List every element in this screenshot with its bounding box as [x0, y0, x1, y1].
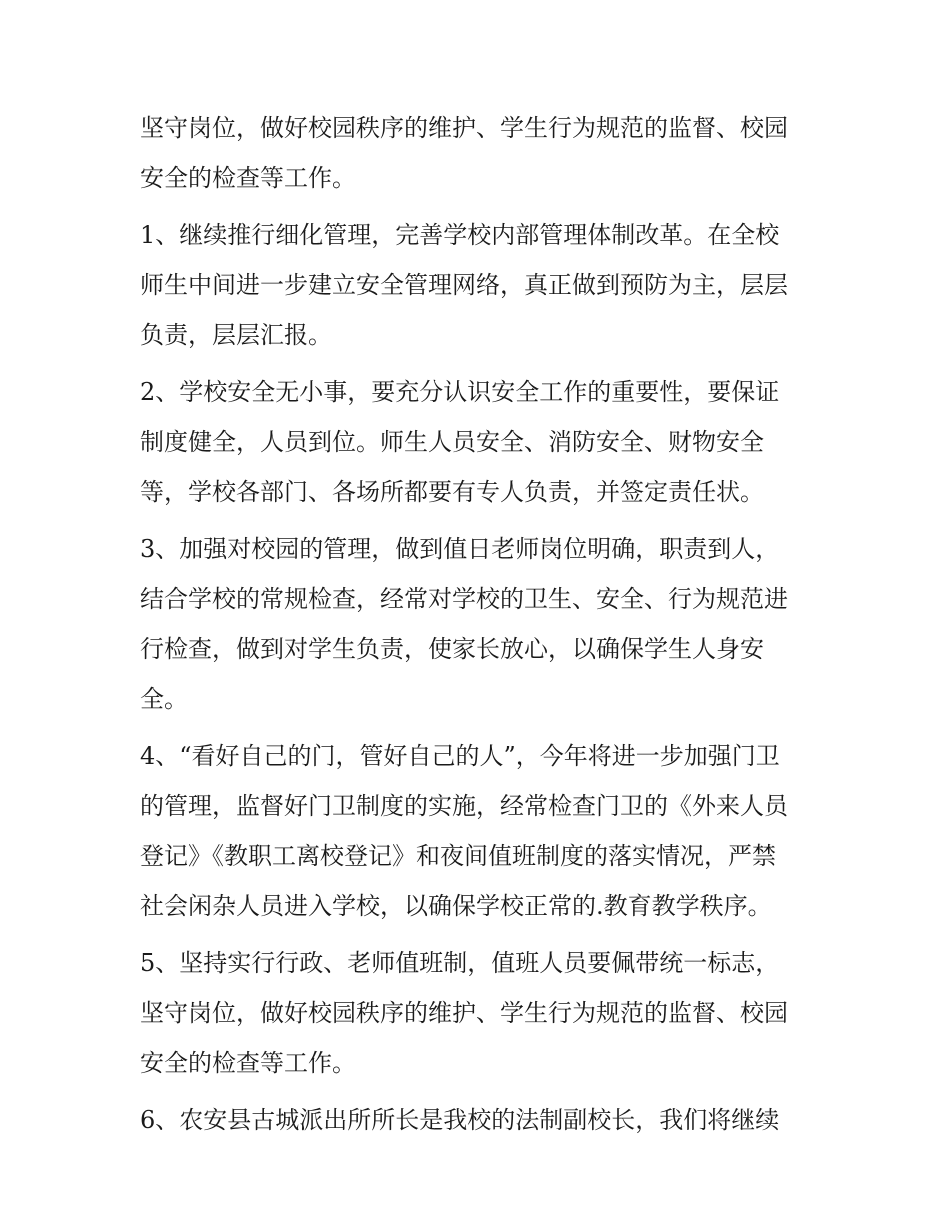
text-line: 师生中间进一步建立安全管理网络，真正做到预防为主，层层: [140, 271, 788, 299]
text-line: 5、坚持实行行政、老师值班制，值班人员要佩带统一标志，: [140, 949, 780, 977]
text-line: 的管理，监督好门卫制度的实施，经常检查门卫的《外来人员: [140, 792, 788, 820]
paragraph-item-2: [140, 367, 820, 517]
text-line: 安全的检查等工作。: [140, 164, 356, 192]
paragraph-continuation: [140, 103, 820, 203]
text-line: 行检查，做到对学生负责，使家长放心，以确保学生人身安: [140, 635, 764, 663]
text-line: 负责，层层汇报。: [140, 321, 332, 349]
text-line: 社会闲杂人员进入学校，以确保学校正常的.教育教学秩序。: [140, 892, 772, 920]
text-line: 登记》《教职工离校登记》和夜间值班制度的落实情况，严禁: [140, 842, 776, 870]
paragraph-item-4: [140, 731, 820, 931]
text-line: 全。: [140, 685, 188, 713]
text-line: 结合学校的常规检查，经常对学校的卫生、安全、行为规范进: [140, 585, 788, 613]
text-line: 坚守岗位，做好校园秩序的维护、学生行为规范的监督、校园: [140, 114, 788, 142]
text-line: 坚守岗位，做好校园秩序的维护、学生行为规范的监督、校园: [140, 999, 788, 1027]
text-line: 3、加强对校园的管理，做到值日老师岗位明确，职责到人，: [140, 535, 780, 563]
text-line: 等，学校各部门、各场所都要有专人负责，并签定责任状。: [140, 478, 764, 506]
text-line: 1、继续推行细化管理，完善学校内部管理体制改革。在全校: [140, 221, 780, 249]
document-body: [140, 103, 820, 1152]
paragraph-item-5: [140, 938, 820, 1088]
text-line: 制度健全，人员到位。师生人员安全、消防安全、财物安全: [140, 428, 764, 456]
text-line: 安全的检查等工作。: [140, 1049, 356, 1077]
text-line: 6、农安县古城派出所所长是我校的法制副校长，我们将继续: [140, 1106, 780, 1134]
paragraph-item-3: [140, 524, 820, 724]
text-line: 4、“看好自己的门，管好自己的人”，今年将进一步加强门卫: [140, 742, 780, 770]
text-line: 2、学校安全无小事，要充分认识安全工作的重要性，要保证: [140, 378, 780, 406]
paragraph-item-1: [140, 210, 820, 360]
paragraph-item-6: [140, 1095, 820, 1145]
